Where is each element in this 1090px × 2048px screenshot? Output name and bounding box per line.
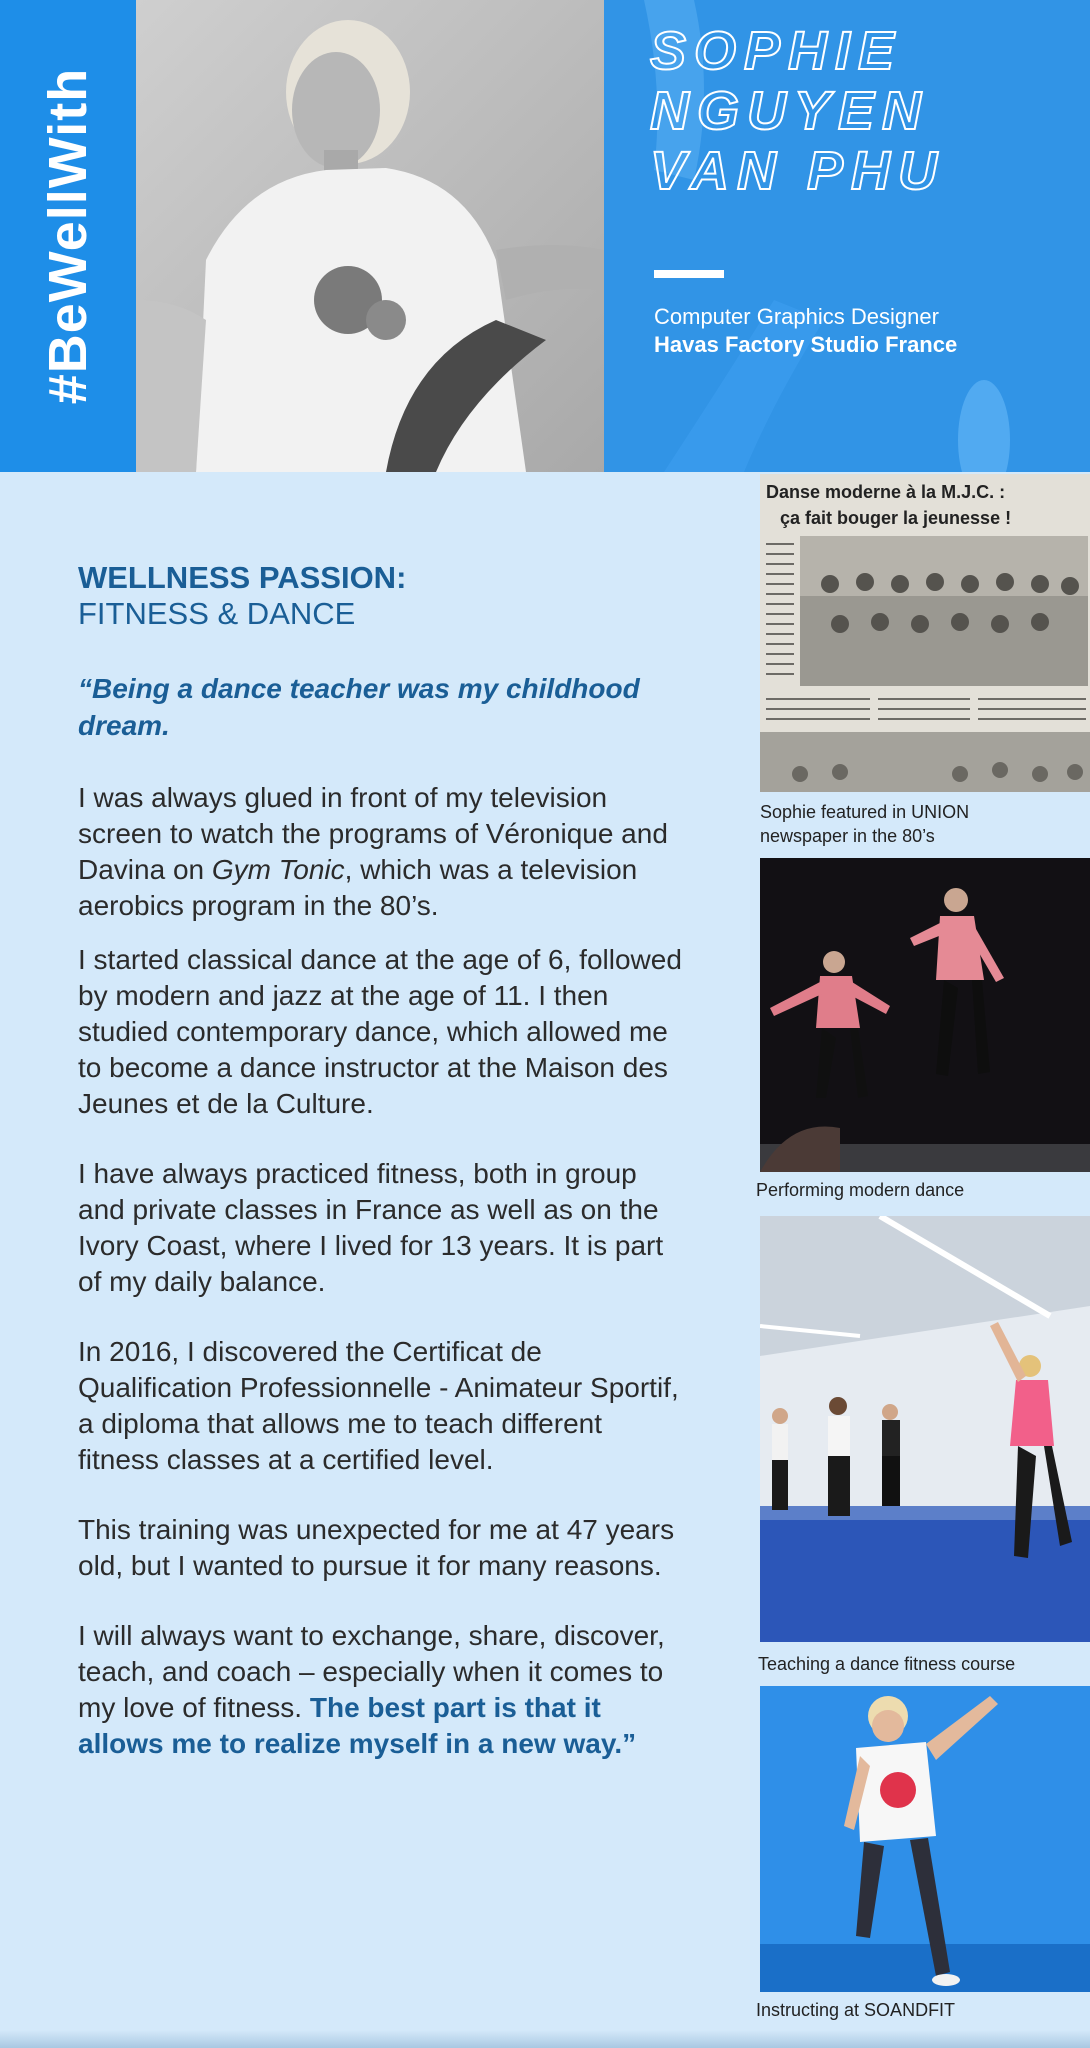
newspaper-headline-2: ça fait bouger la jeunesse !: [780, 508, 1012, 528]
company-name: Havas Factory Studio France: [654, 332, 958, 357]
paragraph-1: I was always glued in front of my television screen to watch the programs of Véronique and Davina on Gym Tonic, which was a television aerobics program in the 80’s.: [78, 782, 668, 921]
dance-fitness-course-photo: [760, 1216, 1090, 1642]
article-body: [78, 560, 688, 1796]
name-panel: [604, 0, 1090, 472]
paragraph-3: I have always practiced fitness, both in group and private classes in France as well as on the Ivory Coast, where I lived for 13 years. It is part of my daily balance.: [78, 1158, 664, 1297]
job-title: Computer Graphics Designer: [654, 304, 939, 329]
caption-modern-dance: Performing modern dance: [756, 1180, 965, 1200]
caption-newspaper-line-1: Sophie featured in UNION: [760, 802, 970, 822]
name-line-2: NGUYEN: [650, 81, 930, 141]
paragraph-4: In 2016, I discovered the Certificat de Qualification Professionnelle - Animateur Sportif, a diploma that allows me to teach different fitness classes at a certified level.: [78, 1336, 679, 1475]
divider-rule: [654, 270, 724, 278]
hashtag-bar: [0, 0, 136, 472]
section-subtitle: FITNESS & DANCE: [78, 596, 356, 631]
caption-newspaper-line-2: newspaper in the 80’s: [760, 826, 935, 846]
paragraph-6: I will always want to exchange, share, discover, teach, and coach – especially when it comes to my love of fitness. The best part is that it allows me to realize myself in a new way.”: [78, 1620, 665, 1759]
modern-dance-photo: [760, 858, 1090, 1172]
paragraph-2: I started classical dance at the age of 6, followed by modern and jazz at the age of 11. I then studied contemporary dance, which allowed me to become a dance instructor at the Maison des Jeunes et de la Culture.: [78, 944, 682, 1119]
caption-soandfit: Instructing at SOANDFIT: [756, 2000, 956, 2020]
newspaper-clipping-photo: [760, 474, 1090, 792]
soandfit-photo: [760, 1686, 1090, 1992]
name-line-1: SOPHIE: [650, 21, 903, 81]
bottom-edge: [0, 2030, 1090, 2048]
header-banner: [0, 0, 1090, 472]
pull-quote: “Being a dance teacher was my childhood dream.: [78, 673, 640, 741]
newspaper-headline-1: Danse moderne à la M.J.C. :: [766, 482, 1006, 502]
name-line-3: VAN PHU: [650, 141, 946, 201]
portrait-photo: [136, 0, 604, 472]
hashtag-label: #BeWellWith: [38, 67, 98, 405]
section-title: WELLNESS PASSION:: [78, 560, 407, 595]
caption-dance-fitness: Teaching a dance fitness course: [758, 1654, 1016, 1674]
paragraph-5: This training was unexpected for me at 47 years old, but I wanted to pursue it for many reasons.: [78, 1514, 675, 1581]
